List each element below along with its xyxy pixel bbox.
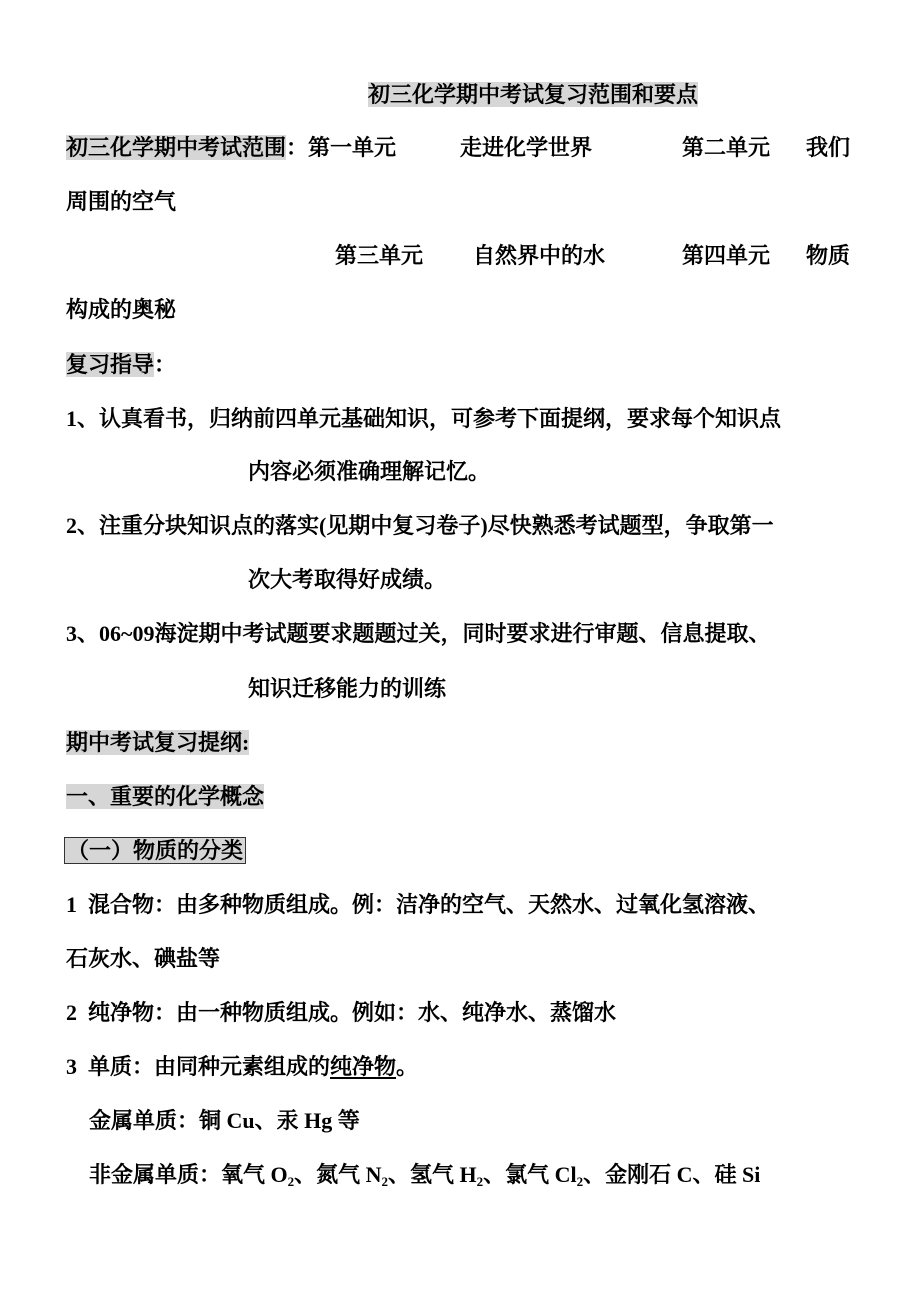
- unit2: 第二单元: [682, 135, 771, 160]
- guide-item-2-cont: 次大考取得好成绩。: [248, 567, 447, 592]
- unit2-name-a: 我们: [806, 135, 851, 160]
- guide-item-1-cont: 内容必须准确理解记忆。: [248, 459, 491, 484]
- outline-heading: 期中考试复习提纲:: [66, 730, 250, 755]
- guide-heading: 复习指导：: [66, 352, 177, 377]
- unit3-name: 自然界中的水: [473, 243, 606, 268]
- guide-item-3: 3、06~09海淀期中考试题要求题题过关，同时要求进行审题、信息提取、: [66, 621, 771, 646]
- unit4-name-b: 构成的奥秘: [66, 297, 177, 322]
- unit1-name: 走进化学世界: [460, 135, 593, 160]
- section-heading: 一、重要的化学概念: [66, 784, 265, 809]
- document-title: 初三化学期中考试复习范围和要点: [368, 82, 699, 107]
- unit2-name-b: 周围的空气: [66, 189, 177, 214]
- metal-elements-line: 金属单质：铜 Cu、汞 Hg 等: [89, 1108, 360, 1133]
- guide-item-2: 2、注重分块知识点的落实(见期中复习卷子)尽快熟悉考试题型，争取第一: [66, 513, 774, 538]
- unit4-name-a: 物质: [806, 243, 851, 268]
- scope-line-1: 初三化学期中考试范围：第一单元: [66, 135, 397, 160]
- pure-substance-line: 2 纯净物：由一种物质组成。例如：水、纯净水、蒸馏水: [66, 1000, 617, 1025]
- subsection-heading: （一）物质的分类: [64, 836, 246, 866]
- guide-item-3-cont: 知识迁移能力的训练: [248, 676, 447, 701]
- unit4: 第四单元: [682, 243, 771, 268]
- guide-item-1: 1、认真看书，归纳前四单元基础知识，可参考下面提纲，要求每个知识点: [66, 406, 782, 431]
- mixture-line: 1 混合物：由多种物质组成。例：洁净的空气、天然水、过氧化氢溶液、: [66, 892, 771, 917]
- element-substance-line: 3 单质：由同种元素组成的纯净物。: [66, 1054, 419, 1079]
- mixture-line-cont: 石灰水、碘盐等: [66, 946, 221, 971]
- nonmetal-elements-line: 非金属单质：氧气 $O_2$、氮气 $N_2$、氢气 $H_2$、氯气 $Cl_2$、金刚石 C、硅 Si: [89, 1162, 761, 1189]
- unit3: 第三单元: [335, 243, 424, 268]
